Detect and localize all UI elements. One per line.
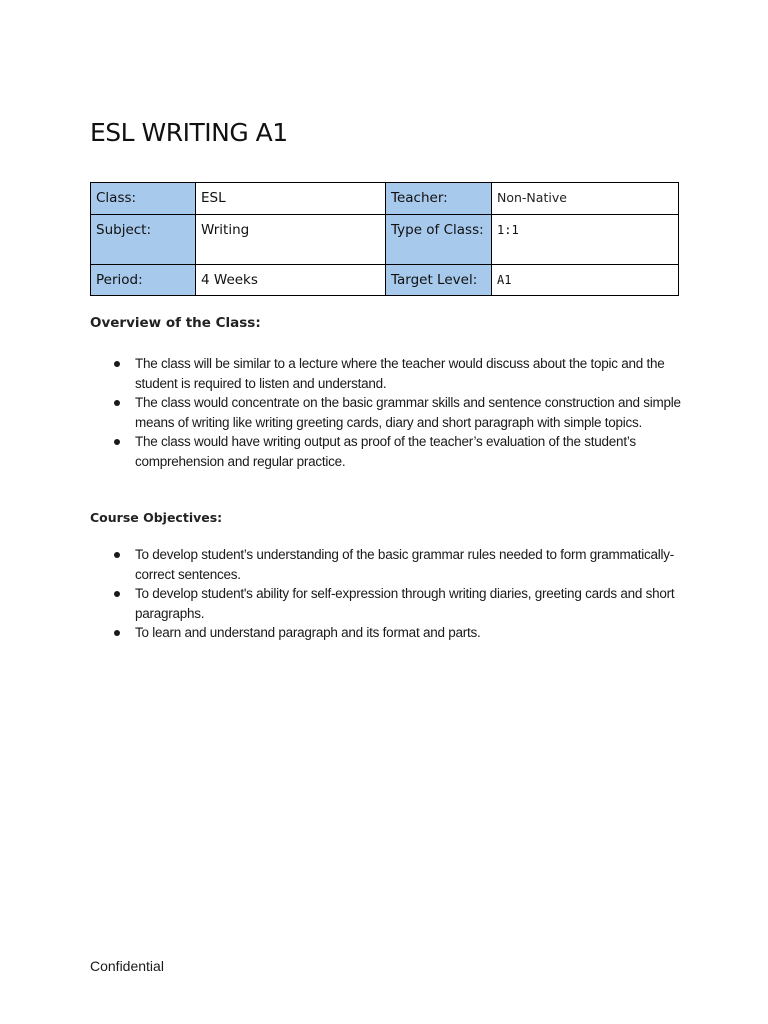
list-item-text: The class would have writing output as proof of the teacher’s evaluation of the student’s comprehension and regular practice. (135, 434, 636, 469)
type-of-class-label: Type of Class: (386, 215, 492, 265)
teacher-value: Non-Native (492, 183, 679, 215)
footer-confidential: Confidential (90, 958, 164, 974)
table-row (91, 215, 679, 265)
type-of-class-value: 1:1 (492, 215, 679, 265)
list-item (112, 393, 682, 432)
list-item (112, 545, 682, 584)
subject-label: Subject: (91, 215, 196, 265)
list-item-text: The class will be similar to a lecture where the teacher would discuss about the topic and the student is required to listen and understand. (135, 356, 665, 391)
bullet-icon (114, 361, 120, 367)
list-item-text: To develop student's ability for self-expression through writing diaries, greeting cards and short paragraphs. (135, 586, 675, 621)
list-item (112, 584, 682, 623)
objectives-list (112, 545, 682, 643)
objectives-heading: Course Objectives: (90, 510, 223, 525)
class-info-table (90, 182, 679, 296)
overview-heading: Overview of the Class: (90, 315, 261, 331)
target-level-label: Target Level: (386, 265, 492, 296)
table-row (91, 265, 679, 296)
list-item-text: To develop student’s understanding of the basic grammar rules needed to form grammatically-correct sentences. (135, 547, 675, 582)
class-label: Class: (91, 183, 196, 215)
class-value: ESL (196, 183, 386, 215)
teacher-label: Teacher: (386, 183, 492, 215)
bullet-icon (114, 439, 120, 445)
bullet-icon (114, 591, 120, 597)
list-item (112, 354, 682, 393)
period-value: 4 Weeks (196, 265, 386, 296)
period-label: Period: (91, 265, 196, 296)
table-row (91, 183, 679, 215)
list-item-text: The class would concentrate on the basic grammar skills and sentence construction and simple means of writing like writing greeting cards, diary and short paragraph with simple topics. (135, 395, 681, 430)
bullet-icon (114, 630, 120, 636)
target-level-value: A1 (492, 265, 679, 296)
subject-value: Writing (196, 215, 386, 265)
bullet-icon (114, 552, 120, 558)
page-title: ESL WRITING A1 (90, 118, 288, 147)
overview-list (112, 354, 682, 472)
list-item-text: To learn and understand paragraph and its format and parts. (135, 625, 481, 641)
bullet-icon (114, 400, 120, 406)
list-item (112, 623, 682, 643)
list-item (112, 432, 682, 471)
